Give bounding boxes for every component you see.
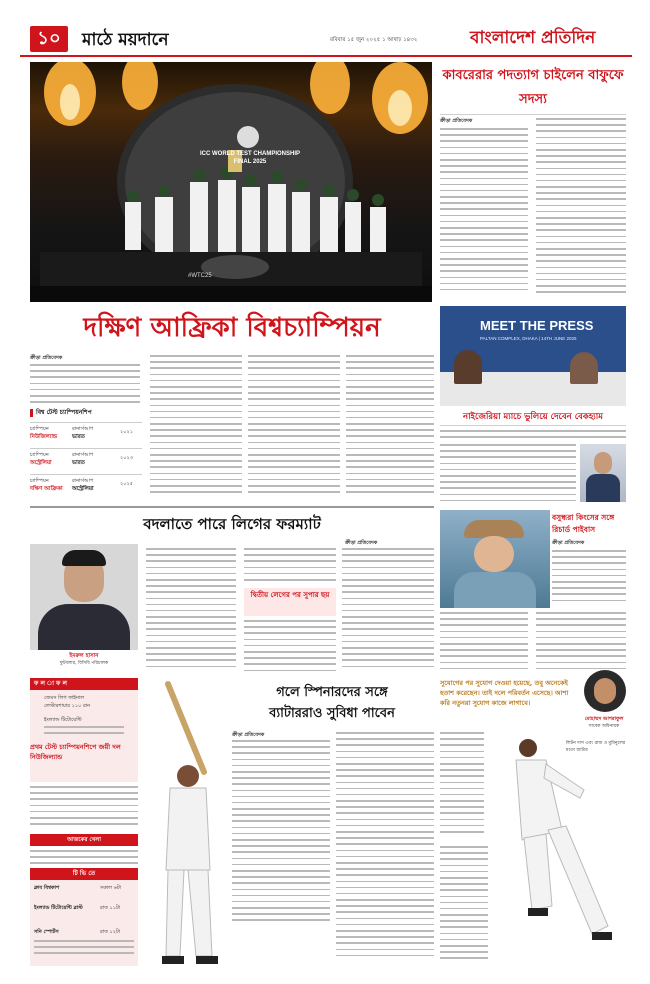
results-title: ফ ল া ফ ল [34,680,67,687]
shirt [454,572,536,608]
kabrerar-byline: ক্রীড়া প্রতিবেদক [440,118,473,124]
issue-date: রবিবার ১৫ জুন ২০২৫ ১ আষাঢ় ১৪৩২ [330,37,418,43]
champion-label: চ্যাম্পিয়ন [30,426,49,432]
champions-row [30,422,142,447]
quote-title: সাবেক অধিনায়ক [588,724,620,729]
porter-body-col2 [536,612,626,674]
results-sub-headline: প্রথম টেস্ট চ্যাম্পিয়নশিপে জয়ী দল নিউজিল্যান্ড [30,743,121,761]
quote-portrait [584,670,626,712]
spin-body-col3 [440,732,484,842]
kabrerar-headline: কাবরেরার পদত্যাগ চাইলেন বাফুফে সদস্য [442,68,624,107]
champions-box-marker [30,409,33,417]
lead-body-col3 [248,355,340,503]
champion-label: চ্যাম্পিয়ন [30,452,49,458]
kabrerar-rule [440,114,626,115]
masthead [0,0,650,56]
league-byline: ক্রীড়া প্রতিবেদক [345,540,378,546]
tv-row-time: রাত ১১টা [100,905,121,911]
press-banner: MEET THE PRESS [480,318,594,333]
lead-body-col4 [346,355,434,503]
newspaper-logo: বাংলাদেশ প্রতিদিন [470,28,596,48]
section-rule [30,506,434,508]
lead-headline: দক্ষিণ আফ্রিকা বিশ্বচ্যাম্পিয়ন [83,313,381,343]
photo-backdrop-text: ICC WORLD TEST CHAMPIONSHIP FINAL 2025 [200,151,300,165]
results-box [30,678,138,782]
spin-byline: ক্রীড়া প্রতিবেদক [232,732,265,738]
league-sub-headline: দ্বিতীয় লেগের পর সুপার ছয় [250,591,330,599]
tv-row-event: সনি স্পোর্টস [34,929,59,935]
press-banner-sub: PALTAN COMPLEX, DHAKA | 14TH JUNE 2025 [480,336,577,341]
champion-team: অস্ট্রেলিয়া [30,460,52,466]
final-year: ২০২৩ [120,455,134,461]
champion-team: নিউজিল্যান্ড [30,434,58,440]
spin-headline-line2: ব্যাটাররাও সুবিধা পাবেন [269,706,395,721]
person-left [454,350,482,384]
results-item: লেস্টারশায়ার ১১০ রান [44,703,91,709]
league-body-col2b [244,620,336,674]
bowler-photo [488,730,628,966]
spin-headline [232,682,432,726]
press-headline: নাইজেরিয়া ম্যাচে ভুলিয়ে দেবেন বেকহ্যাম [463,412,603,422]
runner-team: ভারত [72,434,85,440]
masthead-rule [20,55,632,57]
coach-photo-2 [440,510,550,608]
runner-label: রানার্সআপ [72,452,94,458]
runner-label: রানার্সআপ [72,426,94,432]
runner-team: অস্ট্রেলিয়া [72,486,94,492]
press-rule [440,425,626,426]
portrait-suit [38,604,130,650]
kabrerar-body-col1 [440,128,528,300]
porter-byline: ক্রীড়া প্রতিবেদক [552,540,585,546]
coach-head [594,452,612,474]
tv-row-event: ক্লাব বিশ্বকাপ [34,885,60,891]
today-title: আজকের খেলা [30,834,138,846]
runner-label: রানার্সআপ [72,478,94,484]
person-right [570,352,598,384]
press-conference-photo [440,306,626,406]
tv-lines [34,940,134,960]
final-year: ২০২৫ [120,481,133,487]
champion-label: চ্যাম্পিয়ন [30,478,49,484]
portrait-hair [62,550,106,566]
league-body-col3 [342,548,434,674]
spin-headline-line1: গলে স্পিনারদের সঙ্গে [276,685,388,700]
tv-title: টি ভি তে [72,870,96,877]
porter-body-side [552,550,626,608]
tv-row-time: সকাল ৬টা [100,885,121,891]
spin-body-col2 [336,732,434,964]
results-lines [44,726,124,740]
coach-portrait [580,444,626,502]
quote-text: সুযোগের পর সুযোগ দেওয়া হয়েছে, তবু অনেকেই হতাশ করেছেন। তাই দলে পরিবর্তন এসেছে। আশা করি নতুনরা সুযোগ কাজে লাগাবে। [440,679,569,707]
champions-row [30,474,142,501]
results-item: জেমস লিগ ফাইনাল [44,695,85,701]
press-body [440,444,576,506]
face [474,536,514,572]
page-number: ১০ [37,28,61,49]
tv-row-time: রাত ১২টা [100,929,121,935]
trophy-ceremony-photo [30,62,432,302]
spin-body-col4 [440,846,488,966]
photo-caption: লিটন দাস এবং রাজ ও মুমিনুলের মতো ব্যাটার [566,741,626,753]
tv-box [30,868,138,966]
spin-body-col1 [232,740,330,926]
league-portrait [30,544,138,650]
champion-team: দক্ষিণ আফ্রিকা [30,486,63,492]
champions-row [30,448,142,473]
photo-hashtag: #WTC25 [188,273,212,279]
press-body-top [440,430,626,444]
champions-box [30,406,142,500]
porter-headline: বসুন্ধরা কিংসের সঙ্গে রিচার্ড পাইবাস [552,513,615,534]
league-person-name: ইমরুল হাসান [69,653,99,659]
league-body-col1 [146,548,236,674]
results-item: ইংল্যান্ড টিটোয়েন্টি [44,717,82,723]
today-body [30,850,138,866]
kabrerar-body-col2 [536,118,626,300]
section-title: মাঠে ময়দানে [82,30,169,50]
lead-byline: ক্রীড়া প্রতিবেদক [30,355,63,361]
results-body [30,786,138,828]
coach-body [586,474,620,502]
lead-body-left [30,364,140,406]
batsman-photo [140,680,230,970]
porter-body-col1 [440,612,528,674]
runner-team: ভারত [72,460,85,466]
champions-box-title: বিশ্ব টেস্ট চ্যাম্পিয়নশিপ [36,409,92,416]
quote-name: মোহাম্মদ আশরাফুল [584,716,624,722]
tv-row-event: ইংল্যান্ড টিটোয়েন্টি ব্লাস্ট [34,905,83,911]
lead-body-col2 [150,355,242,503]
league-person-title: ফুটবলার, বিসিবি পরিচালক [59,661,109,666]
league-headline: বদলাতে পারে লিগের ফরম্যাট [143,515,321,533]
quote-face [594,678,616,704]
league-body-col2 [244,548,336,584]
final-year: ২০২১ [120,429,133,435]
